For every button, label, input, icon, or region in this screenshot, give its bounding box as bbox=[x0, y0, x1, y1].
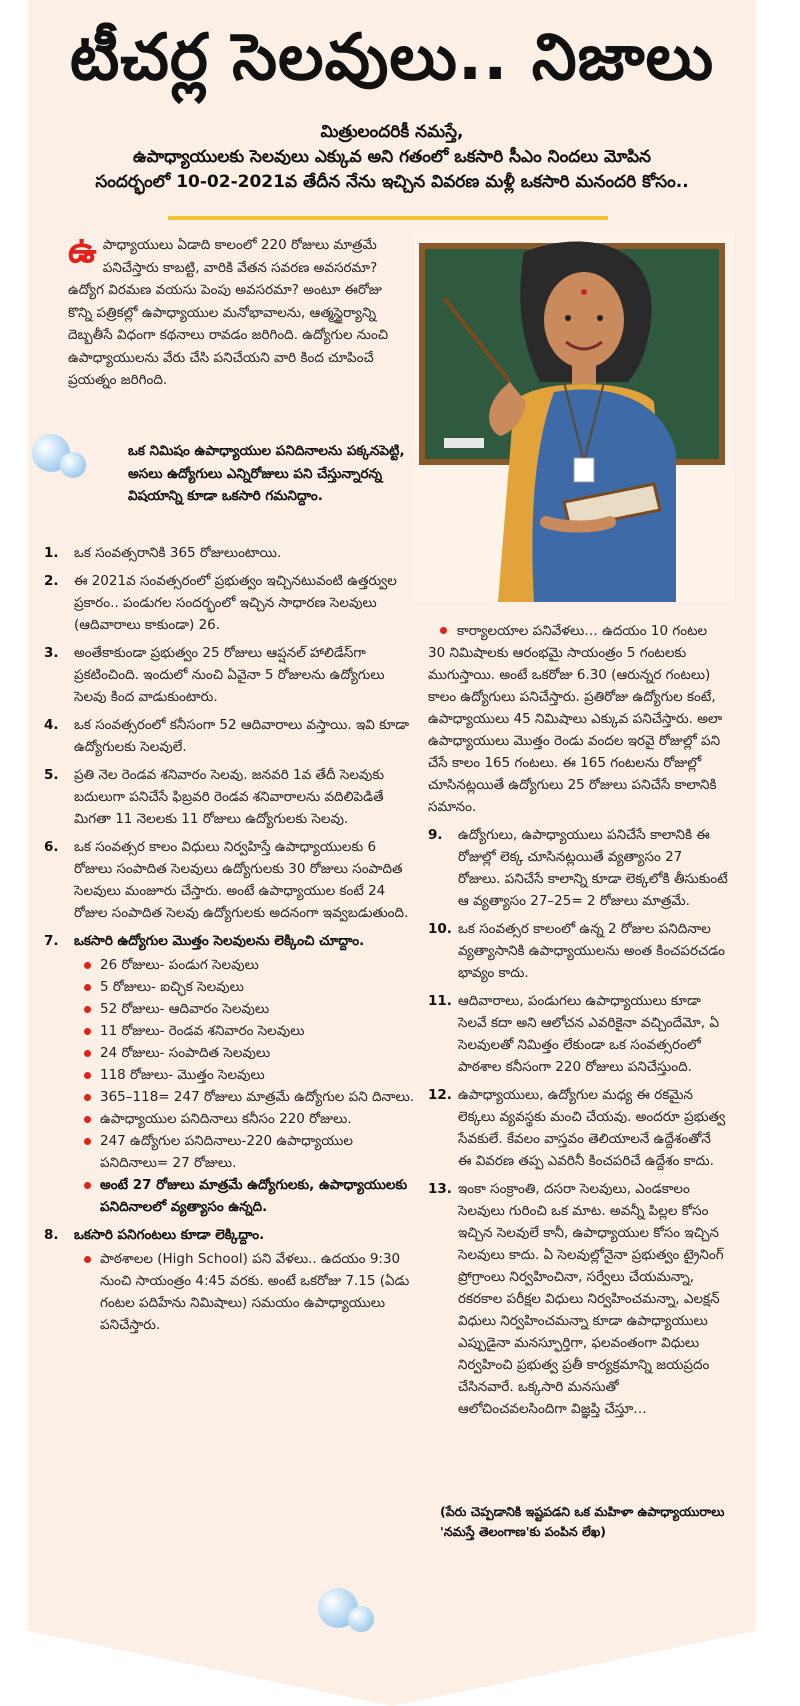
bullet-dot-icon bbox=[440, 627, 447, 634]
list-item: 3. అంతేకాకుండా ప్రభుత్వం 25 రోజులు ఆప్షనల్ హాలిడేస్‌గా ప్రకటించింది. ఇందులో నుంచి ఏవైనా 5 రోజులను ఉద్యోగులు సెలవు కింద వాడుకుంటారు. bbox=[44, 645, 385, 705]
list-item: 4. ఒక సంవత్సరంలో కనీసంగా 52 ఆదివారాలు వస్తాయి. ఇవి కూడా ఉద్యోగులకు సెలవులే. bbox=[44, 717, 410, 755]
bullet-item: 26 రోజులు- పండుగ సెలవులు bbox=[74, 954, 416, 976]
teacher-illustration bbox=[414, 232, 734, 602]
greeting-block bbox=[68, 120, 716, 195]
teacher-face bbox=[544, 272, 624, 368]
chalk-eraser bbox=[444, 438, 484, 448]
bullet-item: 11 రోజులు- రెండవ శనివారం సెలవులు bbox=[74, 1020, 416, 1042]
bullet-item: 52 రోజులు- ఆదివారం సెలవులు bbox=[74, 998, 416, 1020]
bullet-item: 5 రోజులు- ఐచ్ఛిక సెలవులు bbox=[74, 976, 416, 998]
article bbox=[28, 0, 756, 1706]
yellow-divider bbox=[168, 216, 608, 220]
list-item-holiday-tally: 7. ఒకసారి ఉద్యోగుల మొత్తం సెలవులను లెక్కించి చూద్దాం. 26 రోజులు- పండుగ సెలవులు 5 రోజులు- ఐచ్ఛిక సెలవులు 52 రోజులు- ఆదివారం సెలవులు 11 రోజులు- రెండవ శనివారం సెలవులు 24 రోజులు- సంపాదిత సెలవులు 118 రోజులు- మొత్తం సెలవులు 365–118= 247 రోజులు మాత్రమే ఉద్యోగుల పని దినాలు. ఉపాధ్యాయుల పనిదినాలు కనీసం 220 రోజులు. 247 ఉద్యోగుల పనిదినాలు-220 ఉపాధ్యాయుల పనిదినాలు= 27 రోజులు. అంటే 27 రోజులు మాత్రమే ఉద్యోగులకు, ఉపాధ్యాయులకు పనిదినాలలో వ్యత్యాసం ఉన్నది. bbox=[44, 930, 416, 1218]
list-item: 6. ఒక సంవత్సర కాలం విధులు నిర్వహిస్తే ఉపాధ్యాయులకు 6 రోజులు సంపాదిత సెలవులు ఉద్యోగులకు 30 రోజులు సంపాదిత సెలవులు మంజూరు చేస్తారు. అంటే ఉపాధ్యాయుల కంటే 24 రోజుల సంపాదిత సెలవు ఉద్యోగులకు అదనంగా ఇవ్వబడుతుంది. bbox=[44, 839, 409, 921]
list-item: 5. ప్రతి నెల రెండవ శనివారం సెలవు. జనవరి 1వ తేదీ సెలవుకు బదులుగా పనిచేసే ఫిబ్రవరి రెండవ శనివారాలను వదిలిపెడితే మిగతా 11 నెలలకు 11 రోజులు ఉద్యోగులకు సెలవు. bbox=[44, 767, 385, 827]
intro-paragraph bbox=[68, 230, 398, 392]
greeting-line-1: మిత్రులందరికీ నమస్తే, bbox=[320, 122, 464, 142]
list-item-work-hours: 8. ఒకసారి పనిగంటలు కూడా లెక్కిద్దాం. పాఠశాలల (High School) పని వేళలు.. ఉదయం 9:30 నుంచి సాయంత్రం 4:45 వరకు. అంటే ఒకరోజు 7.15 (ఏడు గంటల పదిహేను నిమిషాలు) సమయం ఉపాధ్యాయులు పనిచేస్తారు. bbox=[44, 1224, 416, 1336]
bullet-item: 118 రోజులు- మొత్తం సెలవులు bbox=[74, 1064, 416, 1086]
callout-text: ఒక నిమిషం ఉపాధ్యాయుల పనిదినాలను పక్కనపెట్టి, అసలు ఉద్యోగులు ఎన్నిరోజులు పని చేస్తున్నారన్న విషయాన్ని కూడా ఒకసారి గమనిద్దాం. bbox=[128, 443, 405, 504]
bubbles-decoration-icon bbox=[318, 1580, 388, 1640]
bullet-item: పాఠశాలల (High School) పని వేళలు.. ఉదయం 9:30 నుంచి సాయంత్రం 4:45 వరకు. అంటే ఒకరోజు 7.15 (ఏడు గంటల పదిహేను నిమిషాలు) సమయం ఉపాధ్యాయులు పనిచేస్తారు. bbox=[74, 1248, 416, 1336]
article-title: టీచర్ల సెలవులు.. నిజాలు bbox=[69, 21, 715, 95]
list-item: 1. ఒక సంవత్సరానికి 365 రోజులుంటాయి. bbox=[44, 545, 282, 561]
greeting-line-3: సందర్భంలో 10-02-2021వ తేదీన నేను ఇచ్చిన వివరణ మళ్లీ ఒకసారి మనందరి కోసం.. bbox=[95, 172, 689, 192]
list-item: 2. ఈ 2021వ సంవత్సరంలో ప్రభుత్వం ఇచ్చినటువంటి ఉత్తర్వుల ప్రకారం.. పండుగల సందర్భంలో ఇచ్చిన సాధారణ సెలవులు (ఆదివారాలు కాకుండా) 26. bbox=[44, 573, 397, 633]
bullet-item: 365–118= 247 రోజులు మాత్రమే ఉద్యోగుల పని దినాలు. bbox=[74, 1086, 416, 1108]
intro-text: పాధ్యాయులు ఏడాది కాలంలో 220 రోజులు మాత్రమే పనిచేస్తారు కాబట్టి, వారికి వేతన సవరణ అవసరమా? ఉద్యోగ విరమణ వయసు పెంపు అవసరమా? అంటూ ఈరోజు కొన్ని పత్రికల్లో ఉపాధ్యాయుల మనోభావాలను, ఆత్మస్థైర్యాన్ని దెబ్బతీసే విధంగా కథనాలు రావడం జరిగింది. ఉద్యోగుల నుంచి ఉపాధ్యాయులను వేరు చేసి పనిచేయని వారి కింద చూపించే ప్రయత్నం జరిగింది. bbox=[68, 237, 389, 388]
drop-cap: ఉ bbox=[68, 230, 97, 271]
bullet-item-difference: అంటే 27 రోజులు మాత్రమే ఉద్యోగులకు, ఉపాధ్యాయులకు పనిదినాలలో వ్యత్యాసం ఉన్నది. bbox=[74, 1174, 416, 1218]
author-credit: (పేరు చెప్పడానికి ఇష్టపడని ఒక మహిళా ఉపాధ్యాయురాలు 'నమస్తే తెలంగాణ'కు పంపిన లేఖ) bbox=[440, 1504, 725, 1539]
holiday-tally-bullets bbox=[74, 954, 416, 1218]
bullet-item: 24 రోజులు- సంపాదిత సెలవులు bbox=[74, 1042, 416, 1064]
bullet-item: ఉపాధ్యాయుల పనిదినాలు కనీసం 220 రోజులు. bbox=[74, 1108, 416, 1130]
bubbles-decoration-icon bbox=[32, 428, 102, 488]
list-item: 10. ఒక సంవత్సర కాలంలో ఉన్న 2 రోజుల పనిదినాల వ్యత్యాసానికి ఉపాధ్యాయులను అంత కించపరచడం భావ్యం కాదు. bbox=[428, 921, 725, 981]
work-hours-bullets bbox=[74, 1248, 416, 1336]
greeting-line-2: ఉపాధ్యాయులకు సెలవులు ఎక్కువ అని గతంలో ఒకసారి సీఎం నిందలు మోపిన bbox=[133, 147, 651, 167]
bullet-item-office-hours: కార్యాలయాల పనివేళలు… ఉదయం 10 గంటల 30 నిమిషాలకు ఆరంభమై సాయంత్రం 5 గంటలకు ముగుస్తాయి. అంటే ఒకరోజు 6.30 (ఆరున్నర గంటలు) కాలం ఉద్యోగులు పనిచేస్తారు. ప్రతిరోజు ఉద్యోగుల కంటే, ఉపాధ్యాయులు 45 నిమిషాలు ఎక్కువ పనిచేస్తారు. అలా ఉపాధ్యాయులు మొత్తం రెండు వందల ఇరవై రోజుల్లో పని చేసే కాలం 165 గంటలు. ఈ 165 గంటలను రోజుల్లో చూసినట్లయితే ఉద్యోగులు 25 రోజులు పనిచేసే కాలానికి సమానం. bbox=[428, 623, 723, 815]
list-item: 13. ఇంకా సంక్రాంతి, దసరా సెలవులు, ఎండకాలం సెలవులు గురించి ఒక మాట. అవన్నీ పిల్లల కోసం ఇచ్చిన సెలవులే కానీ, ఉపాధ్యాయుల కోసం ఇచ్చిన సెలవులు కాదు. ఏ సెలవుల్లోనైనా ప్రభుత్వం ట్రైనింగ్ ప్రోగ్రాంలు నిర్వహించినా, సర్వేలు చేయమన్నా, రకరకాల పరీక్షల విధులు నిర్వహించమన్నా, ఎలక్షన్ విధులు నిర్వహించమన్నా కూడా ఉపాధ్యాయులు ఎప్పుడైనా మనస్ఫూర్తిగా, ఫలవంతంగా విధులు నిర్వహించి ప్రభుత్వ ప్రతీ కార్యక్రమాన్ని జయప్రదం చేసినవారే. ఒక్కసారి మనసుతో ఆలోచించవలసిందిగా విజ్ఞప్తి చేస్తూ… bbox=[428, 1181, 724, 1417]
bullet-item: 247 ఉద్యోగుల పనిదినాలు-220 ఉపాధ్యాయుల పనిదినాలు= 27 రోజులు. bbox=[74, 1130, 416, 1174]
left-column bbox=[44, 542, 416, 1342]
list-item: 9. ఉద్యోగులు, ఉపాధ్యాయులు పనిచేసే కాలానికి ఈ రోజుల్లో లెక్క చూసినట్లయితే వ్యత్యాసం 27 రోజులు. పనిచేసే కాలాన్ని కూడా లెక్కలోకి తీసుకుంటే ఆ వ్యత్యాసం 27–25= 2 రోజులు మాత్రమే. bbox=[428, 827, 728, 909]
list-item: 12. ఉపాధ్యాయులు, ఉద్యోగుల మధ్య ఈ రకమైన లెక్కలు వ్యవస్థకు మంచి చేయవు. అందరూ ప్రభుత్వ సేవకులే. కేవలం వాస్తవం తెలియాలనే ఉద్దేశంతోనే ఈ వివరణ తప్ప ఎవరినీ కించపరిచే ఉద్దేశం కాదు. bbox=[428, 1087, 726, 1169]
id-badge bbox=[574, 458, 594, 482]
right-column bbox=[428, 620, 728, 1426]
list-item: 11. ఆదివారాలు, పండుగలు ఉపాధ్యాయులు కూడా సెలవే కదా అని ఆలోచన ఎవరికైనా వచ్చిందేమో, ఏ సెలవులతో నిమిత్తం లేకుండా ఒక సంవత్సరంలో పాఠశాల కనీసంగా 220 రోజులు పనిచేస్తుంది. bbox=[428, 993, 719, 1075]
